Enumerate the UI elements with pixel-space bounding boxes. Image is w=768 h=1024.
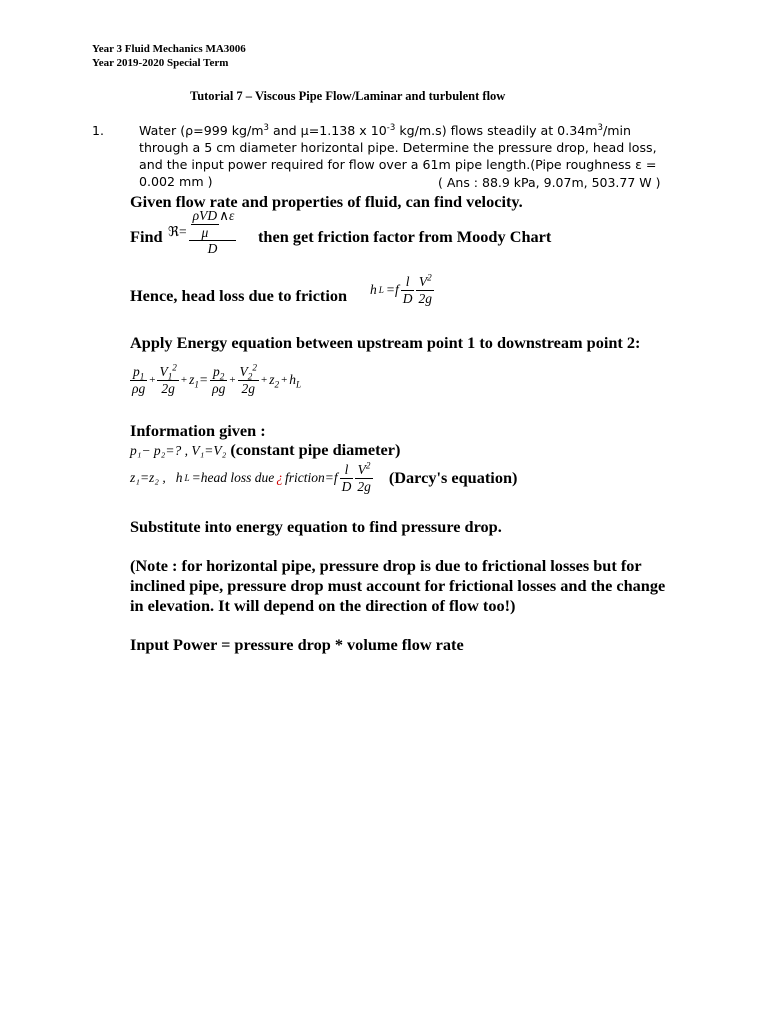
reynolds-wedge: ∧ε [219, 208, 235, 223]
constant-diameter-text: (constant pipe diameter) [230, 440, 401, 459]
reynolds-outer-denominator: D [207, 241, 218, 257]
v-numerator-2: V [357, 462, 366, 477]
hl-equals: =f [385, 282, 399, 298]
information-title: Information given : [130, 421, 266, 440]
head-loss-text: Hence, head loss due to friction [130, 286, 348, 305]
v-numerator: V [418, 274, 428, 289]
hl-symbol-2: h [175, 470, 183, 486]
input-power-text: Input Power = pressure drop * volume flow rate [130, 635, 464, 654]
pressure-head-2: $\frac{p_2}{\rho g}$ [212, 364, 226, 396]
pressure-head-1: $\frac{p_1}{\rho g}$ [132, 364, 146, 396]
head-loss-equation: h L =f $\frac{l}{D}$ $\frac{V^2}{2g}$ [370, 272, 432, 306]
l-numerator: l [401, 274, 415, 291]
z-equality: z₁=z₂ , [130, 470, 166, 486]
velocity-head-fraction-2 [355, 462, 373, 494]
reynolds-fraction [189, 208, 237, 257]
reynolds-inner-denominator: μ [201, 224, 209, 240]
substitute-text: Substitute into energy equation to find pressure drop. [130, 517, 502, 536]
find-label: Find [130, 227, 163, 246]
red-glyph: ¿ [276, 470, 283, 486]
darcy-equation-label: (Darcy's equation) [388, 468, 518, 488]
d-denominator: D [402, 290, 413, 306]
v-squared: 2 [427, 272, 432, 283]
d-denominator-2: D [341, 478, 352, 494]
course-term: Year 2019-2020 Special Term [92, 57, 229, 69]
reynolds-equation [168, 208, 236, 257]
v-squared-2: 2 [365, 460, 371, 471]
reynolds-symbol: ℜ= [168, 224, 187, 240]
velocity-head-2: $\frac{V_2^2}{2g}$ [239, 362, 257, 396]
hl-symbol: h [370, 282, 377, 298]
given-flow-text: Given flow rate and properties of fluid, can find velocity. [130, 192, 523, 211]
answer-text: ( Ans : 88.9 kPa, 9.07m, 503.77 W ) [438, 175, 661, 190]
page-title: Tutorial 7 – Viscous Pipe Flow/Laminar and turbulent flow [190, 89, 506, 103]
energy-equation-text: Apply Energy equation between upstream point 1 to downstream point 2: [130, 333, 641, 352]
friction-eq-text: friction=f [284, 470, 338, 486]
l-numerator-2: l [340, 462, 354, 479]
two-g-denominator: 2g [418, 290, 432, 306]
course-title: Year 3 Fluid Mechanics MA3006 [92, 43, 246, 55]
l-over-d-fraction [401, 274, 415, 306]
energy-equation: $\frac{p_1}{\rho g}$ + $\frac{V_1^2}{2g}$ + $z_1=$ $\frac{p_2}{\rho g}$ + $\frac{V_2^2}{2g}$ + $z_2$ + $h_L$ [132, 362, 302, 396]
info-line-1-math: p₁− p₂=? , V₁=V₂ [130, 443, 227, 458]
velocity-head-fraction [416, 274, 434, 306]
note-text: (Note : for horizontal pipe, pressure drop is due to frictional losses but for inclined pipe, pressure drop must account for frictional losses and the change in elevation. It will depend on the direction of flow too!) [130, 556, 666, 615]
reynolds-inner-numerator: ρVD [192, 208, 218, 223]
info-line-1 [130, 440, 400, 460]
info-line-2: z₁=z₂ , h L =head loss due ¿ friction=f $\frac{l}{D}$ $\frac{V^2}{2g}$ (Darcy's equation) [130, 460, 518, 494]
velocity-head-1: $\frac{V_1^2}{2g}$ [159, 362, 177, 396]
question-number: 1. [92, 123, 104, 138]
head-loss-due-text: =head loss due [191, 470, 275, 486]
l-over-d-fraction-2 [340, 462, 354, 494]
friction-factor-text: then get friction factor from Moody Chart [258, 227, 552, 246]
two-g-denominator-2: 2g [357, 478, 371, 494]
question-text: Water (ρ=999 $kg/m^3$ and μ=1.138 x $10^{-3}$ kg/m.s) flows steadily at $0.34m^3/\min$ through a 5 cm diameter horizontal pipe. Determine the pressure drop, head loss, and the input power required for flow over a 61m pipe length.(Pipe roughness ε = 0.002 mm ) [139, 122, 657, 189]
